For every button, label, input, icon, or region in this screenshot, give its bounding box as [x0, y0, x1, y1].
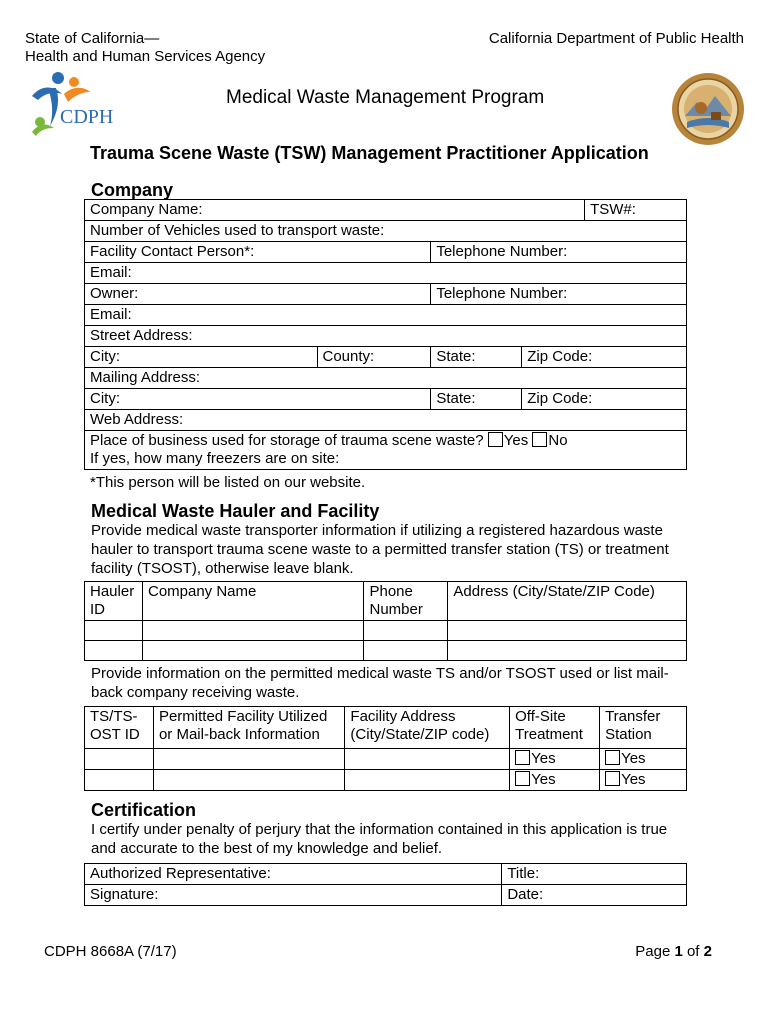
- contact-email-field[interactable]: Email:: [85, 263, 687, 284]
- mailing-address-field[interactable]: Mailing Address:: [85, 368, 687, 389]
- transfer-yes-cell: [600, 749, 687, 770]
- address-header: Address (City/State/ZIP Code): [448, 582, 687, 621]
- hauler-id-header: Hauler ID: [85, 582, 143, 621]
- hauler-table: [84, 581, 687, 661]
- ts-id-header: TS/TS-OST ID: [85, 707, 154, 749]
- offsite-yes-checkbox[interactable]: [515, 771, 530, 786]
- company-table: [84, 199, 687, 470]
- table-row: [85, 770, 687, 791]
- transfer-yes-checkbox[interactable]: [605, 771, 620, 786]
- mailing-city-field[interactable]: City:: [85, 389, 431, 410]
- owner-field[interactable]: Owner:: [85, 284, 431, 305]
- tsw-number-field[interactable]: TSW#:: [585, 200, 687, 221]
- authorized-rep-field[interactable]: Authorized Representative:: [85, 864, 502, 885]
- storage-row: [85, 431, 687, 470]
- mailing-state-field[interactable]: State:: [431, 389, 522, 410]
- transfer-yes-label: Yes: [621, 750, 646, 767]
- facility-contact-field[interactable]: Facility Contact Person*:: [85, 242, 431, 263]
- facility-table: [84, 706, 687, 791]
- program-name: Medical Waste Management Program: [226, 87, 545, 108]
- storage-question: Place of business used for storage of trauma scene waste?: [90, 432, 484, 449]
- storage-no-checkbox[interactable]: [532, 432, 547, 447]
- city-field[interactable]: City:: [85, 347, 318, 368]
- certification-text: I certify under penalty of perjury that the information contained in this application is true and accurate to the best of my knowledge and belief.: [91, 821, 668, 857]
- date-field[interactable]: Date:: [502, 885, 687, 906]
- rep-title-field[interactable]: Title:: [502, 864, 687, 885]
- contact-telephone-field[interactable]: Telephone Number:: [431, 242, 687, 263]
- company-name-field[interactable]: Company Name:: [85, 200, 585, 221]
- offsite-treatment-header: Off-Site Treatment: [510, 707, 600, 749]
- storage-no-label: No: [548, 432, 568, 449]
- hauler-instructions: Provide medical waste transporter information if utilizing a registered hazardous waste hauler to transport trauma scene waste to a permitted transfer station (TS) or treatment facility (TSOST), otherwise leave blank.: [91, 522, 669, 577]
- transfer-yes-checkbox[interactable]: [605, 750, 620, 765]
- state-field[interactable]: State:: [431, 347, 522, 368]
- transfer-yes-cell: [600, 770, 687, 791]
- facility-info-header: Permitted Facility Utilized or Mail-back Information: [153, 707, 344, 749]
- form-title: Trauma Scene Waste (TSW) Management Practitioner Application: [90, 143, 649, 163]
- offsite-yes-label: Yes: [531, 750, 556, 767]
- county-field[interactable]: County:: [317, 347, 431, 368]
- table-row: [85, 749, 687, 770]
- table-row: [85, 621, 687, 641]
- web-address-field[interactable]: Web Address:: [85, 410, 687, 431]
- hauler-heading: Medical Waste Hauler and Facility: [91, 501, 380, 521]
- facility-address-header: Facility Address (City/State/ZIP code): [345, 707, 510, 749]
- vehicles-field[interactable]: Number of Vehicles used to transport waste:: [85, 221, 687, 242]
- zip-code-field[interactable]: Zip Code:: [522, 347, 687, 368]
- company-name-header: Company Name: [142, 582, 364, 621]
- cdph-logo-text: CDPH: [60, 106, 114, 128]
- phone-number-header: Phone Number: [364, 582, 448, 621]
- offsite-yes-cell: [510, 770, 600, 791]
- form-number: CDPH 8668A (7/17): [44, 943, 177, 960]
- signature-field[interactable]: Signature:: [85, 885, 502, 906]
- owner-telephone-field[interactable]: Telephone Number:: [431, 284, 687, 305]
- certification-table: [84, 863, 687, 906]
- freezers-field[interactable]: If yes, how many freezers are on site:: [90, 450, 340, 467]
- page-indicator: Page 1 of 2: [635, 943, 712, 960]
- offsite-yes-checkbox[interactable]: [515, 750, 530, 765]
- storage-yes-checkbox[interactable]: [488, 432, 503, 447]
- agency-name: State of California— Health and Human Services Agency: [25, 30, 266, 65]
- company-heading: Company: [91, 180, 174, 200]
- cdph-logo: [28, 66, 123, 136]
- offsite-yes-cell: [510, 749, 600, 770]
- state-seal-icon: [671, 72, 745, 146]
- owner-email-field[interactable]: Email:: [85, 305, 687, 326]
- mailing-zip-field[interactable]: Zip Code:: [522, 389, 687, 410]
- table-row: [85, 641, 687, 661]
- website-note: *This person will be listed on our website.: [90, 474, 366, 491]
- transfer-station-header: Transfer Station: [600, 707, 687, 749]
- offsite-yes-label: Yes: [531, 771, 556, 788]
- certification-heading: Certification: [91, 800, 197, 820]
- facility-instructions: Provide information on the permitted medical waste TS and/or TSOST used or list mail-back company receiving waste.: [91, 665, 669, 701]
- transfer-yes-label: Yes: [621, 771, 646, 788]
- street-address-field[interactable]: Street Address:: [85, 326, 687, 347]
- department-name: California Department of Public Health: [488, 30, 744, 47]
- storage-yes-label: Yes: [503, 432, 529, 449]
